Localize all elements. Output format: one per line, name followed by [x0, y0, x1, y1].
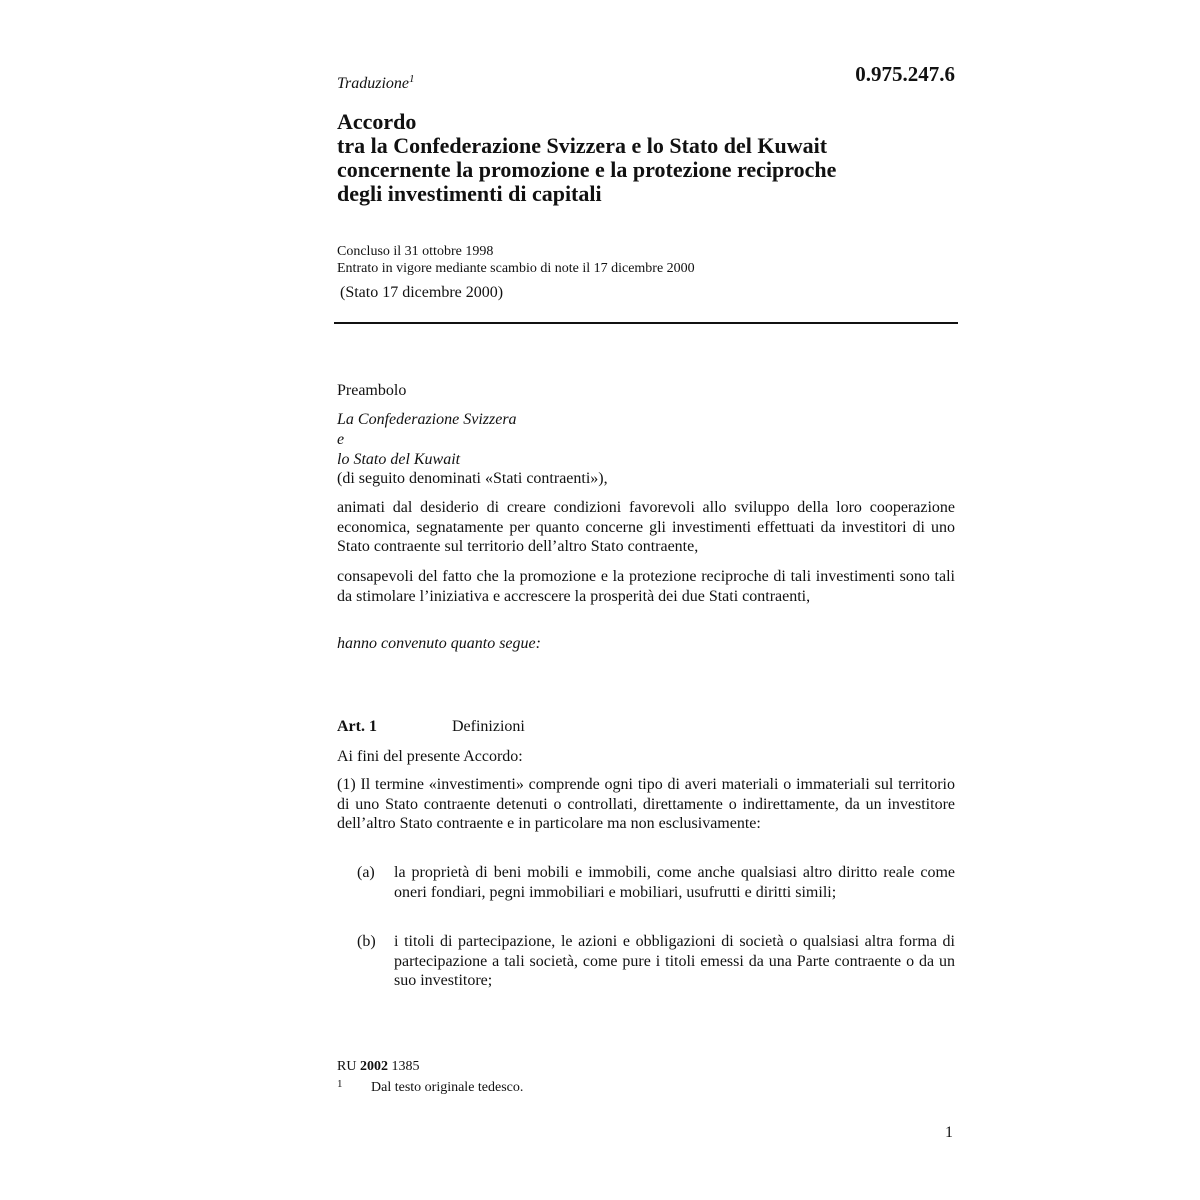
- ru-page: 1385: [391, 1059, 420, 1074]
- preamble-party-2: lo Stato del Kuwait: [337, 451, 461, 468]
- translation-text: Traduzione: [337, 75, 410, 92]
- title-line-2: tra la Confederazione Svizzera e lo Stato del Kuwait: [337, 133, 828, 158]
- translation-label: [337, 75, 415, 93]
- preamble-denomination: (di seguito denominati «Stati contraenti»),: [337, 470, 608, 487]
- list-item-label: (b): [357, 933, 376, 950]
- title-line-3: concernente la promozione e la protezione reciproche: [337, 157, 837, 182]
- footnote-text: Dal testo originale tedesco.: [371, 1080, 524, 1095]
- header-divider: [334, 322, 958, 324]
- preamble-paragraph-2: consapevoli del fatto che la promozione e la protezione reciproche di tali investimenti sono tali da stimolare l’iniziativa e accrescere la prosperità dei due Stati contraenti,: [337, 568, 955, 605]
- list-item-text: la proprietà di beni mobili e immobili, come anche qualsiasi altro diritto reale come oneri fondiari, pegni immobiliari e mobiliari, usufrutti e diritti simili;: [394, 864, 955, 901]
- entry-into-force-date: Entrato in vigore mediante scambio di note il 17 dicembre 2000: [337, 261, 695, 276]
- title-line-1: Accordo: [337, 109, 417, 134]
- article-1-title: Definizioni: [452, 718, 525, 735]
- status-date: (Stato 17 dicembre 2000): [340, 284, 504, 301]
- conclusion-dates: [337, 243, 695, 277]
- list-item-label: (a): [357, 864, 375, 881]
- preamble-conjunction: e: [337, 431, 345, 448]
- ru-prefix: RU: [337, 1059, 357, 1074]
- title-line-4: degli investimenti di capitali: [337, 181, 602, 206]
- preamble-closing: hanno convenuto quanto segue:: [337, 635, 541, 652]
- list-item-text: i titoli di partecipazione, le azioni e obbligazioni di società o qualsiasi altra forma di partecipazione a tali società, come pure i titoli emessi da una Parte contraente o da un suo investitore;: [394, 933, 955, 989]
- document-number: 0.975.247.6: [855, 62, 955, 86]
- footnote-number: 1: [337, 1078, 343, 1090]
- article-1-intro: Ai fini del presente Accordo:: [337, 748, 523, 765]
- official-compilation-reference: [337, 1059, 419, 1075]
- concluded-date: Concluso il 31 ottobre 1998: [337, 244, 494, 259]
- document-title: [337, 110, 937, 206]
- article-1-paragraph-1: (1) Il termine «investimenti» comprende ogni tipo di averi materiali o immateriali sul territorio di uno Stato contraente detenuti o controllati, direttamente o indirettamente, da un investitore dell’altro Stato contraente e in particolare ma non esclusivamente:: [337, 776, 955, 832]
- page-number: 1: [945, 1124, 953, 1141]
- article-1-label: Art. 1: [337, 718, 377, 735]
- preamble-heading: Preambolo: [337, 382, 407, 399]
- preamble-party-1: La Confederazione Svizzera: [337, 411, 517, 428]
- ru-year: 2002: [359, 1059, 388, 1074]
- preamble-paragraph-1: animati dal desiderio di creare condizioni favorevoli allo sviluppo della loro cooperazione economica, segnatamente per quanto concerne gli investimenti effettuati da investitori di uno Stato contraente sul territorio dell’altro Stato contraente,: [337, 499, 955, 555]
- footnote-reference: 1: [409, 73, 415, 85]
